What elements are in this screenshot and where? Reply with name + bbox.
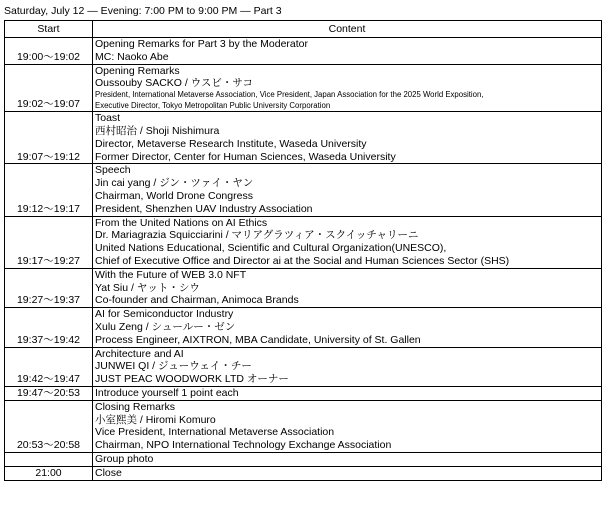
content-line: Chief of Executive Office and Director ai at the Social and Human Sciences Sector (SHS) <box>95 254 510 267</box>
content-line: Yat Siu / ヤット・シウ <box>95 281 200 294</box>
content-cell <box>93 347 602 386</box>
time-cell <box>5 452 93 466</box>
content-line: Executive Director, Tokyo Metropolitan Public University Corporation <box>95 100 331 110</box>
content-line: Oussouby SACKO / ウスビ・サコ <box>95 77 253 90</box>
content-line: Process Engineer, AIXTRON, MBA Candidate, University of St. Gallen <box>95 333 421 346</box>
content-line: Co-founder and Chairman, Animoca Brands <box>95 294 299 307</box>
content-line: Jin cai yang / ジン・ツァイ・ヤン <box>95 177 254 190</box>
content-line: Speech <box>95 164 131 177</box>
content-cell <box>93 112 602 164</box>
table-row <box>5 64 602 112</box>
content-cell <box>93 452 602 466</box>
content-cell <box>93 38 602 65</box>
content-line: AI for Semiconductor Industry <box>95 308 234 321</box>
time-cell: 19:37～19:42 <box>5 308 93 347</box>
content-line: Toast <box>95 112 121 125</box>
content-line: JUST PEAC WOODWORK LTD オーナー <box>95 373 289 386</box>
table-row <box>5 268 602 307</box>
content-line: Xulu Zeng / シュールー・ゼン <box>95 320 236 333</box>
content-line: United Nations Educational, Scientific and Cultural Organization(UNESCO), <box>95 242 447 255</box>
content-line: JUNWEI QI / ジューウェイ・チー <box>95 360 252 373</box>
content-cell <box>93 64 602 112</box>
table-row <box>5 452 602 466</box>
table-row <box>5 466 602 480</box>
content-line: 小室熙美 / Hiromi Komuro <box>95 413 216 426</box>
content-line: Director, Metaverse Research Institute, Waseda University <box>95 137 367 150</box>
table-row <box>5 400 602 452</box>
content-line: Opening Remarks <box>95 64 180 77</box>
content-line: Closing Remarks <box>95 400 175 413</box>
table-row <box>5 164 602 216</box>
table-row <box>5 38 602 65</box>
content-line: Group photo <box>95 452 154 465</box>
time-cell: 19:00～19:02 <box>5 38 93 65</box>
content-cell <box>93 216 602 268</box>
content-line: Dr. Mariagrazia Squicciarini / マリアグラツィア・スクイッチャリーニ <box>95 229 419 242</box>
content-line: Former Director, Center for Human Sciences, Waseda University <box>95 150 396 163</box>
table-row <box>5 216 602 268</box>
content-line: Introduce yourself 1 point each <box>95 386 239 399</box>
start-column-header: Start <box>5 21 93 38</box>
schedule-body <box>5 38 602 481</box>
content-line: MC: Naoko Abe <box>95 50 169 63</box>
content-cell <box>93 386 602 400</box>
time-cell: 20:53～20:58 <box>5 400 93 452</box>
content-line: President, Shenzhen UAV Industry Association <box>95 202 313 215</box>
header-row <box>5 21 602 38</box>
content-line: Opening Remarks for Part 3 by the Moderator <box>95 38 309 50</box>
table-row <box>5 112 602 164</box>
content-cell <box>93 308 602 347</box>
time-cell: 19:17～19:27 <box>5 216 93 268</box>
content-line: Architecture and AI <box>95 347 184 360</box>
time-cell: 21:00 <box>5 466 93 480</box>
content-line: Chairman, World Drone Congress <box>95 189 253 202</box>
time-cell: 19:12～19:17 <box>5 164 93 216</box>
content-line: Close <box>95 466 122 479</box>
schedule-heading: Saturday, July 12 — Evening: 7:00 PM to 9:00 PM — Part 3 <box>4 5 282 17</box>
schedule-table <box>4 20 602 481</box>
content-line: President, International Metaverse Association, Vice President, Japan Association for the 2025 World Exposition, <box>95 90 484 100</box>
time-cell: 19:02～19:07 <box>5 64 93 112</box>
content-cell <box>93 400 602 452</box>
table-row <box>5 347 602 386</box>
content-line: Chairman, NPO International Technology Exchange Association <box>95 439 392 452</box>
content-line: From the United Nations on AI Ethics <box>95 216 268 229</box>
content-line: 西村昭治 / Shoji Nishimura <box>95 124 220 137</box>
content-line: Vice President, International Metaverse Association <box>95 426 335 439</box>
time-cell: 19:47～20:53 <box>5 386 93 400</box>
time-cell: 19:42～19:47 <box>5 347 93 386</box>
content-cell <box>93 164 602 216</box>
time-cell: 19:27～19:37 <box>5 268 93 307</box>
table-row <box>5 308 602 347</box>
content-cell <box>93 466 602 480</box>
content-line: With the Future of WEB 3.0 NFT <box>95 268 247 281</box>
content-cell <box>93 268 602 307</box>
time-cell: 19:07～19:12 <box>5 112 93 164</box>
table-row <box>5 386 602 400</box>
content-column-header: Content <box>93 21 602 38</box>
